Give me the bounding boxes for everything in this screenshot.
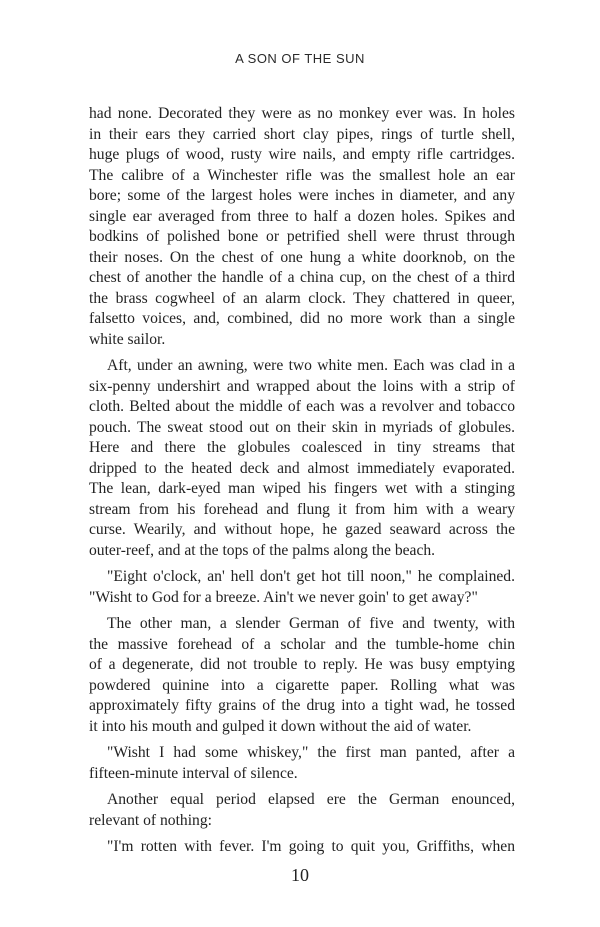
paragraph [89, 614, 515, 737]
text-line: bore; some of the largest holes were inches in diameter, and any [89, 187, 515, 204]
text-line: bodkins of polished bone or petrified shell were thrust through [89, 228, 515, 245]
text-line: relevant of nothing: [89, 811, 212, 829]
paragraph [89, 743, 515, 784]
text-line: stream from his forehead and flung it from him with a weary [89, 500, 515, 518]
text-line: "Eight o'clock, an' hell don't get hot till noon," he complained. [107, 568, 515, 585]
text-line: the brass cogwheel of an alarm clock. They chattered in queer, [89, 289, 515, 307]
text-line: six-penny undershirt and wrapped about the loins with a strip of [89, 377, 515, 395]
text-line: curse. Wearily, and without hope, he gazed seaward across the [89, 521, 515, 538]
text-line: approximately fifty grains of the drug into a tight wad, he tossed [89, 697, 515, 714]
text-line: The other man, a slender German of five and twenty, with [107, 615, 515, 632]
text-line: Here and there the globules coalesced in tiny streams that [89, 439, 515, 456]
page-number: 10 [291, 865, 309, 885]
body-text [89, 104, 515, 858]
text-line: falsetto voices, and, combined, did no more work than a single [89, 310, 515, 327]
text-line: The calibre of a Winchester rifle was the smallest hole an ear [89, 166, 515, 184]
text-line: fifteen-minute interval of silence. [89, 764, 298, 782]
text-line: The lean, dark-eyed man wiped his fingers wet with a stinging [89, 480, 515, 497]
text-line: "Wisht I had some whiskey," the first man panted, after a [107, 744, 515, 761]
text-line: "I'm rotten with fever. I'm going to quit you, Griffiths, when [107, 838, 515, 855]
text-line: the massive forehead of a scholar and the tumble-home chin [89, 635, 515, 653]
text-line: Another equal period elapsed ere the German enounced, [107, 791, 515, 808]
text-line: Aft, under an awning, were two white men. Each was clad in a [107, 357, 515, 374]
paragraph [89, 104, 515, 350]
paragraph [89, 356, 515, 561]
paragraph [89, 837, 515, 858]
text-line: it into his mouth and gulped it down without the aid of water. [89, 717, 472, 735]
text-line: of a degenerate, did not trouble to reply. He was busy emptying [89, 656, 515, 673]
text-line: cloth. Belted about the middle of each was a revolver and tobacco [89, 398, 515, 415]
text-line: their noses. On the chest of one hung a white doorknob, on the [89, 248, 515, 266]
text-line: outer-reef, and at the tops of the palms along the beach. [89, 541, 436, 559]
text-line: pouch. The sweat stood out on their skin in myriads of globules. [89, 418, 515, 436]
paragraph [89, 790, 515, 831]
text-line: powdered quinine into a cigarette paper. Rolling what was [89, 676, 515, 694]
text-line: huge plugs of wood, rusty wire nails, and empty rifle cartridges. [89, 146, 515, 163]
text-line: "Wisht to God for a breeze. Ain't we never goin' to get away?" [89, 588, 478, 606]
text-line: single ear averaged from three to half a dozen holes. Spikes and [89, 207, 515, 225]
text-line: dripped to the heated deck and almost immediately evaporated. [89, 459, 515, 477]
paragraph [89, 567, 515, 608]
text-line: in their ears they carried short clay pipes, rings of turtle shell, [89, 125, 515, 143]
text-line: white sailor. [89, 330, 166, 348]
running-head: A SON OF THE SUN [235, 51, 365, 66]
text-line: had none. Decorated they were as no monkey ever was. In holes [89, 105, 515, 122]
text-line: chest of another the handle of a china cup, on the chest of a third [89, 269, 515, 286]
